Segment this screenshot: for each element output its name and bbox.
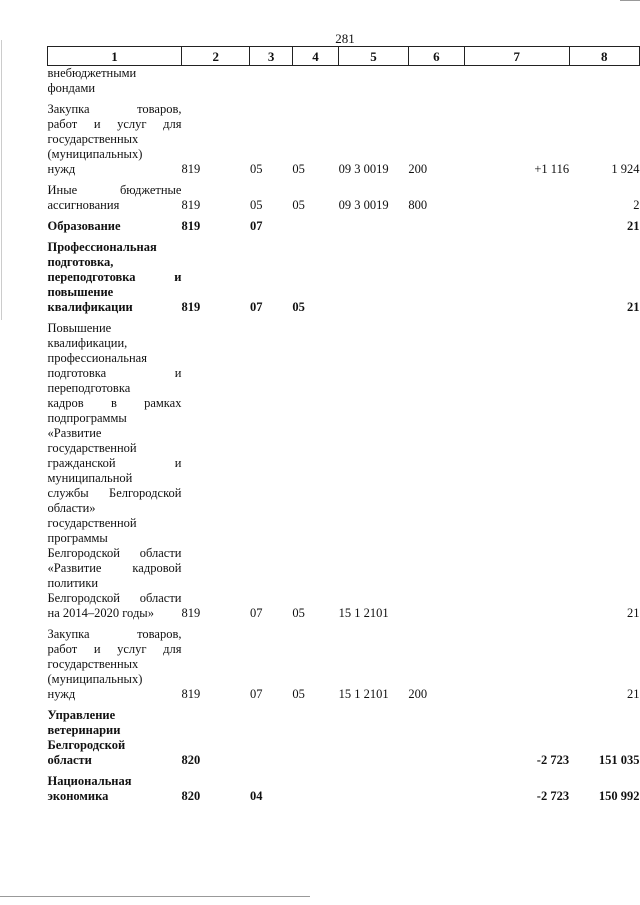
col-subsection: 05 <box>292 300 305 314</box>
page-number: 281 <box>335 31 355 46</box>
description-line: профессиональная <box>47 351 147 365</box>
description-line: гражданской и <box>47 456 182 470</box>
col-change <box>464 315 569 621</box>
col-change: -2 723 <box>536 789 570 803</box>
description-line: Повышение <box>47 321 112 335</box>
table-row <box>48 177 640 213</box>
col-subsection: 05 <box>292 198 305 212</box>
col-total: 2 <box>633 198 640 212</box>
col-subsection <box>292 66 338 97</box>
col-expense-type <box>408 213 464 234</box>
col-change <box>464 66 569 97</box>
col-expense-type <box>408 315 464 621</box>
col-code: 820 <box>181 789 201 803</box>
col-subsection <box>292 213 338 234</box>
column-header: 4 <box>292 47 338 66</box>
col-expense-type: 800 <box>408 198 428 212</box>
col-total: 1 924 <box>611 162 640 176</box>
description-line: нужд <box>47 162 76 176</box>
description-line: Иные бюджетные <box>47 183 182 197</box>
col-section: 07 <box>249 219 263 233</box>
col-subsection: 05 <box>292 687 305 701</box>
col-section <box>250 702 292 768</box>
description-line: ветеринарии <box>47 723 121 737</box>
description-line: «Развитие <box>47 426 102 440</box>
col-total: 151 035 <box>598 753 640 767</box>
col-change <box>464 213 569 234</box>
description-line: переподготовка и <box>47 270 182 284</box>
col-section: 07 <box>249 687 263 701</box>
col-section: 05 <box>249 198 263 212</box>
description-line: работ и услуг для <box>47 642 182 656</box>
description-line: нужд <box>47 687 76 701</box>
description-line: внебюджетными <box>47 66 137 80</box>
col-target: 09 3 0019 <box>338 198 389 212</box>
description-line: политики <box>47 576 99 590</box>
description-line: государственной <box>47 441 137 455</box>
description-line: муниципальной <box>47 471 133 485</box>
description-line: «Развитие кадровой <box>47 561 182 575</box>
col-change: +1 116 <box>534 162 570 176</box>
description-line: государственных <box>47 132 139 146</box>
description-line: подготовка и <box>47 366 182 380</box>
column-header: 7 <box>464 47 569 66</box>
col-target <box>339 66 409 97</box>
row-description <box>48 234 182 315</box>
col-code: 819 <box>181 162 201 176</box>
col-expense-type: 200 <box>408 687 428 701</box>
col-section <box>250 66 292 97</box>
col-change <box>464 177 569 213</box>
column-header: 2 <box>181 47 249 66</box>
description-line: государственной <box>47 516 137 530</box>
col-expense-type <box>408 234 464 315</box>
description-line: Белгородской области <box>47 591 182 605</box>
description-line: квалификации, <box>47 336 128 350</box>
row-description <box>48 96 182 177</box>
description-line: переподготовка <box>47 381 131 395</box>
row-description <box>48 315 182 621</box>
table-row <box>48 621 640 702</box>
scan-edge-line <box>1 40 2 320</box>
row-description <box>48 621 182 702</box>
col-target <box>339 234 409 315</box>
description-line: области» <box>47 501 96 515</box>
col-section: 07 <box>249 606 263 620</box>
col-expense-type <box>408 768 464 804</box>
col-target: 09 3 0019 <box>338 162 389 176</box>
col-target <box>339 768 409 804</box>
col-code: 819 <box>181 219 201 233</box>
col-total <box>569 66 639 97</box>
description-line: кадров в рамках <box>47 396 182 410</box>
col-expense-type <box>408 66 464 97</box>
column-header: 6 <box>408 47 464 66</box>
table-row <box>48 702 640 768</box>
description-line: ассигнования <box>47 198 120 212</box>
col-code: 819 <box>181 198 201 212</box>
description-line: Закупка товаров, <box>47 627 182 641</box>
col-change: -2 723 <box>536 753 570 767</box>
column-header: 8 <box>569 47 639 66</box>
description-line: работ и услуг для <box>47 117 182 131</box>
description-line: фондами <box>47 81 96 95</box>
row-description <box>48 768 182 804</box>
description-line: службы Белгородской <box>47 486 182 500</box>
col-total: 150 992 <box>598 789 640 803</box>
description-line: Национальная <box>47 774 132 788</box>
column-header: 3 <box>250 47 292 66</box>
col-total: 21 <box>627 219 640 233</box>
table-row <box>48 213 640 234</box>
col-code: 819 <box>181 687 201 701</box>
description-line: Управление <box>47 708 116 722</box>
column-header-row <box>48 47 640 66</box>
table-row <box>48 315 640 621</box>
table-row <box>48 234 640 315</box>
description-line: программы <box>47 531 108 545</box>
col-change <box>464 234 569 315</box>
table-row <box>48 66 640 97</box>
description-line: (муниципальных) <box>47 147 143 161</box>
col-code: 819 <box>181 300 201 314</box>
col-code: 820 <box>181 753 201 767</box>
col-subsection: 05 <box>292 162 305 176</box>
description-line: Образование <box>47 219 121 233</box>
description-line: Белгородской области <box>47 546 182 560</box>
col-code <box>181 66 249 97</box>
col-total: 21 <box>627 606 640 620</box>
col-change <box>464 621 569 702</box>
description-line: повышение <box>47 285 114 299</box>
col-section: 05 <box>249 162 263 176</box>
description-line: Закупка товаров, <box>47 102 182 116</box>
scan-edge-line <box>620 0 640 1</box>
table-row <box>48 96 640 177</box>
row-description <box>48 66 182 97</box>
col-expense-type <box>408 702 464 768</box>
description-line: подпрограммы <box>47 411 127 425</box>
col-target <box>339 702 409 768</box>
scan-edge-line <box>0 896 310 897</box>
description-line: (муниципальных) <box>47 672 143 686</box>
description-line: Профессиональная <box>47 240 157 254</box>
col-subsection: 05 <box>292 606 305 620</box>
col-section: 07 <box>249 300 263 314</box>
col-total: 21 <box>627 300 640 314</box>
row-description <box>48 213 182 234</box>
col-section: 04 <box>249 789 263 803</box>
col-target: 15 1 2101 <box>338 687 389 701</box>
description-line: экономика <box>47 789 109 803</box>
column-header: 5 <box>339 47 409 66</box>
description-line: на 2014–2020 годы» <box>47 606 154 620</box>
description-line: области <box>47 753 92 767</box>
row-description <box>48 702 182 768</box>
col-target <box>339 213 409 234</box>
description-line: квалификации <box>47 300 133 314</box>
col-total: 21 <box>627 687 640 701</box>
col-target: 15 1 2101 <box>338 606 389 620</box>
table-row <box>48 768 640 804</box>
description-line: подготовка, <box>47 255 114 269</box>
budget-table <box>47 46 640 804</box>
col-code: 819 <box>181 606 201 620</box>
row-description <box>48 177 182 213</box>
description-line: Белгородской <box>47 738 126 752</box>
description-line: государственных <box>47 657 139 671</box>
col-subsection <box>292 768 338 804</box>
col-subsection <box>292 702 338 768</box>
column-header: 1 <box>48 47 182 66</box>
col-expense-type: 200 <box>408 162 428 176</box>
